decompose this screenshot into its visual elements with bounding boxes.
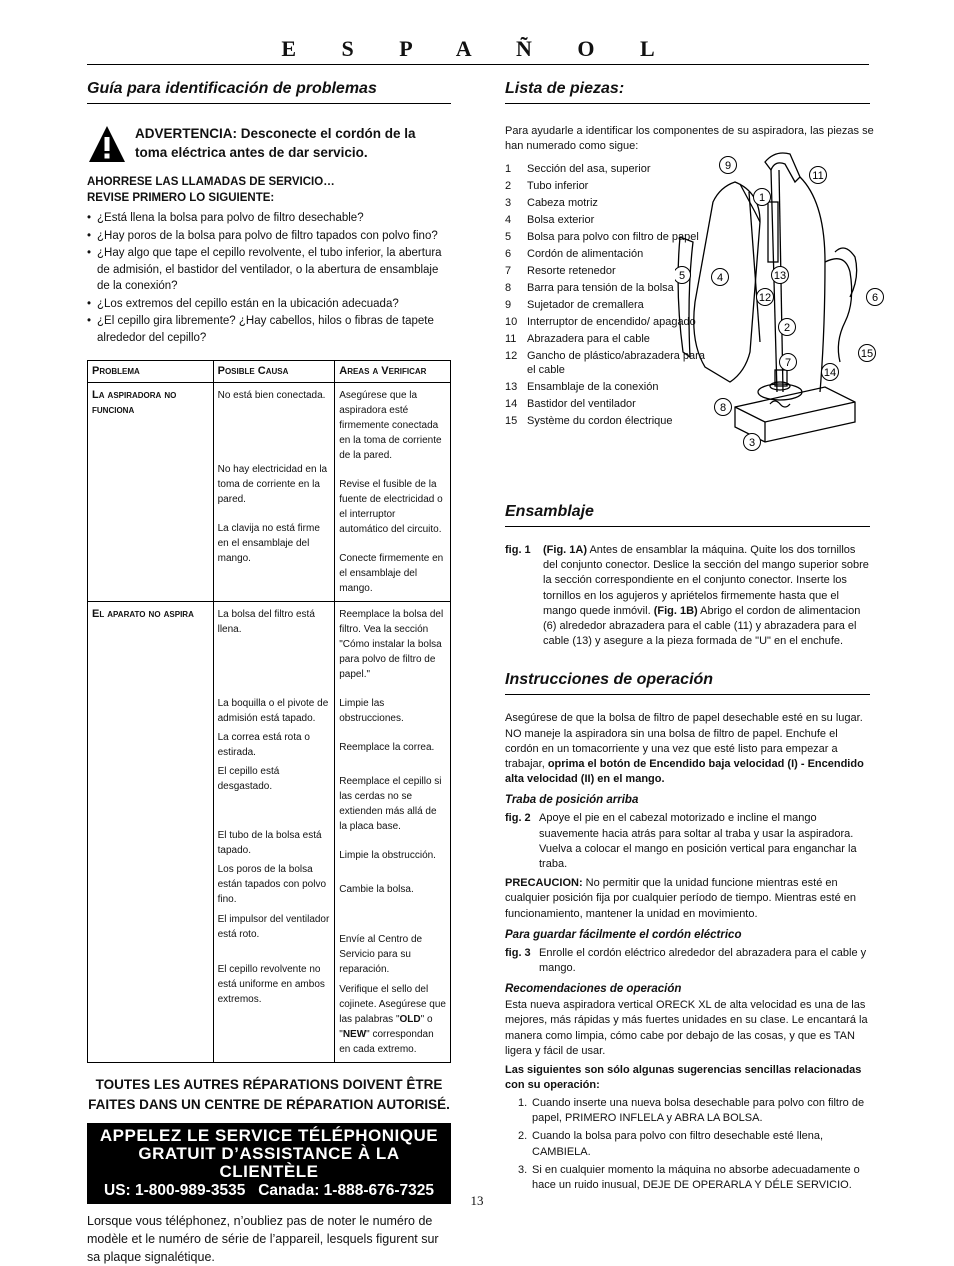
callout-number: 5	[678, 270, 686, 282]
check-cell	[335, 383, 451, 602]
part-label: Resorte retenedor	[527, 265, 616, 277]
part-number: 15	[505, 415, 518, 427]
cause-text: No hay electricidad en la toma de corriente en la pared.	[217, 464, 328, 505]
save-calls-line1: AHORRESE LAS LLAMADAS DE SERVICIO…	[87, 176, 335, 188]
page-number: 13	[470, 1193, 484, 1208]
part-number: 8	[505, 282, 512, 294]
callout-number: 9	[724, 160, 732, 172]
suggestion-text: Cuando inserte una nueva bolsa desechable para polvo con filtro de papel, PRIMERO INFLELA y ABRA LA BOLSA.	[532, 1097, 865, 1125]
part-label: Sujetador de cremallera	[527, 299, 644, 311]
check-text: Envíe al Centro de Servicio para su reparación.	[339, 934, 423, 975]
callout-number: 3	[748, 437, 756, 449]
caution-text: No permitir que la unidad funcione mientras esté en cualquier posición fija por cualquier período de tiempo. Mientras esté en funcionamiento, mantener la unidad en movimiento.	[505, 877, 856, 920]
assembly-text-1: Antes de ensamblar la máquina. Quite los dos tornillos del conjunto conector. Deslice la sección del mango superior sobre la sección correspondiente en el conjunto conector. Inserte los tornillos en los agujeros y apriételos firmemente hasta que el mango quede inmóvil.	[543, 544, 869, 617]
service-call-box	[87, 1123, 451, 1204]
problem-cell: El aparato no aspira	[88, 602, 214, 1063]
table-header: Posible Causa	[213, 361, 335, 383]
cause-text: La correa está rota o estirada.	[217, 732, 310, 758]
suggestion-item	[505, 1129, 870, 1159]
check-cell	[335, 602, 451, 1063]
check-item: • ¿Está llena la bolsa para polvo de filtro desechable?	[87, 210, 451, 227]
table-row	[88, 602, 451, 1063]
part-number: 10	[505, 316, 518, 328]
part-label: Interruptor de encendido/ apagado	[527, 316, 696, 328]
part-label: Sección del asa, superior	[527, 163, 651, 175]
fig-3-text: Enrolle el cordón eléctrico alrededor del abrazadera para el cable y mango.	[539, 946, 867, 975]
cause-text: La bolsa del filtro está llena.	[217, 609, 315, 635]
warning-triangle-icon	[87, 124, 127, 164]
check-text-part: " o "	[339, 1014, 433, 1040]
caution-paragraph	[505, 876, 870, 922]
callout-number: 4	[716, 272, 724, 284]
part-label: Barra para tensión de la bolsa	[527, 282, 674, 294]
cord-storage-title: Para guardar fácilmente el cordón eléctrico	[505, 928, 742, 941]
warning-text: ADVERTENCIA: Desconecte el cordón de la toma eléctrica antes de dar servicio.	[135, 126, 416, 160]
part-callout	[779, 319, 796, 336]
part-number: 11	[505, 333, 517, 345]
french-note: Lorsque vous téléphonez, n’oubliez pas de noter le numéro de modèle et le numéro de série de l’appareil, lesquels figurent sur sa plaque signalétique.	[87, 1214, 439, 1264]
callout-number: 7	[784, 357, 792, 369]
call-line-2: GRATUIT D’ASSISTANCE À LA CLIENTÈLE	[138, 1144, 400, 1181]
part-number: 13	[505, 381, 518, 393]
troubleshooting-title: Guía para identificación de problemas	[87, 80, 451, 104]
suggestion-number-wrap	[505, 1129, 532, 1159]
part-number: 2	[505, 180, 512, 192]
part-callout	[822, 364, 839, 381]
callout-number: 13	[773, 270, 787, 282]
page-header-language: E S P A Ñ O L	[281, 36, 675, 61]
part-number: 9	[505, 299, 512, 311]
part-number: 12	[505, 350, 518, 362]
suggestion-item	[505, 1163, 870, 1193]
callout-number: 12	[758, 292, 772, 304]
fig-1a-ref: (Fig. 1A)	[543, 544, 587, 556]
check-item: • ¿Hay algo que tape el cepillo revolvente, el tubo inferior, la abertura de admisión, el bastidor del ventilador, o la abertura de ensamblaje de la conexión?	[87, 245, 451, 295]
caution-label: PRECAUCION:	[505, 877, 583, 890]
part-label: Bolsa exterior	[527, 214, 595, 226]
cause-text: La boquilla o el pivote de admisión está tapado.	[217, 698, 329, 724]
suggestions-title: Las siguientes son sólo algunas sugerencias sencillas relacionadas con su operación:	[505, 1064, 862, 1092]
part-callout	[810, 167, 827, 184]
part-label: Bolsa para polvo con filtro de papel	[527, 231, 699, 243]
part-number: 6	[505, 248, 512, 260]
fig-2-block	[505, 811, 870, 872]
suggestion-number: 3.	[518, 1163, 528, 1176]
table-row	[88, 383, 451, 602]
callout-number: 6	[871, 292, 879, 304]
check-text: Revise el fusible de la fuente de electricidad o el interruptor automático del circuito.	[339, 479, 443, 535]
part-label: Abrazadera para el cable	[527, 333, 650, 345]
fig-2-label: fig. 2	[505, 812, 531, 825]
suggestion-number: 2.	[518, 1130, 528, 1143]
check-item: • ¿El cepillo gira libremente? ¿Hay cabellos, hilos o fibras de tapete alrededor del cepillo?	[87, 313, 451, 346]
old-word: OLD	[399, 1014, 421, 1025]
troubleshooting-table	[87, 360, 451, 1063]
call-line-1: APPELEZ LE SERVICE TÉLÉPHONIQUE	[99, 1126, 439, 1145]
cause-text: No está bien conectada.	[217, 390, 326, 401]
vacuum-diagram	[675, 142, 885, 452]
part-callout	[720, 157, 737, 174]
part-label: Système du cordon électrique	[527, 415, 673, 427]
part-callout	[867, 289, 884, 306]
fig-1b-ref: (Fig. 1B)	[653, 604, 698, 617]
part-callout	[675, 267, 691, 284]
operation-intro-bold: oprima el botón de Encendido baja velocidad (I) - Encendido alta velocidad (II) en el mango.	[505, 758, 864, 786]
cause-text: El cepillo revolvente no está uniforme en ambos extremos.	[217, 964, 325, 1005]
save-calls-heading	[87, 174, 451, 206]
cause-cell	[213, 383, 335, 602]
fig-3-label: fig. 3	[505, 946, 531, 959]
part-callout	[757, 289, 774, 306]
fig-3-block	[505, 946, 870, 976]
assembly-title: Ensamblaje	[505, 503, 870, 527]
part-number: 7	[505, 265, 512, 277]
right-column	[505, 80, 879, 1196]
check-text: Conecte firmemente en el ensamblaje del mango.	[339, 553, 444, 594]
table-header: Areas a Verificar	[335, 361, 451, 383]
fig-1-label: fig. 1	[505, 544, 531, 556]
suggestions-list	[505, 1096, 870, 1193]
cause-text: El impulsor del ventilador está roto.	[217, 914, 330, 940]
part-callout	[712, 269, 729, 286]
part-callout	[715, 399, 732, 416]
part-label: Ensamblaje de la conexión	[527, 381, 659, 393]
check-text: Asegúrese que la aspiradora esté firmemente conectada en la toma de corriente de la pared.	[339, 390, 442, 461]
operation-title: Instrucciones de operación	[505, 671, 870, 695]
header-rule	[87, 64, 869, 65]
part-label: Cordón de alimentación	[527, 248, 644, 260]
check-text-part: " correspondan en cada extremo.	[339, 1029, 434, 1055]
fig-2-text: Apoye el pie en el cabezal motorizado e incline el mango suavemente hacia atrás para soltar al traba y usar la aspiradora. Vuelva a colocar el mango en posición vertical para enganchar la traba.	[539, 812, 857, 871]
problem-cell: La aspiradora no funciona	[88, 383, 214, 602]
part-callout	[754, 189, 771, 206]
recommendations-text: Esta nueva aspiradora vertical ORECK XL de alta velocidad es una de las mejores, más rápidas y más fuertes unidades en su clase. Le encantará la manera como limpia, cómo cabe por debajo de las cosas, y que es TAN ligera y fácil de usar.	[505, 999, 868, 1057]
part-callout	[772, 267, 789, 284]
assembly-text-2: Abrigo el cordon de alimentacion (6) alrededor abrazadera para el cable (11) y abrazadera para el cable (13) y asegure a la pieza formada de "U" en el enchufe.	[543, 604, 861, 648]
part-label: Gancho de plástico/abrazadera para el cable	[527, 350, 705, 376]
part-label: Tubo inferior	[527, 180, 589, 192]
suggestion-text: Si en cualquier momento la máquina no absorbe adecuadamente o hace un ruido inusual, DEJE DE OPERARLA Y DÉLE SERVICIO.	[532, 1163, 860, 1192]
callout-number: 8	[719, 402, 727, 414]
cause-text: El tubo de la bolsa está tapado.	[217, 830, 322, 856]
operation-intro	[505, 711, 870, 787]
callout-number: 1	[758, 192, 766, 204]
suggestion-text: Cuando la bolsa para polvo con filtro desechable esté llena, CAMBIELA.	[532, 1130, 824, 1158]
fig-1-block	[505, 543, 870, 649]
all-repairs-notice: TOUTES LES AUTRES RÉPARATIONS DOIVENT ÊTRE FAITES DANS UN CENTRE DE RÉPARATION AUTORISÉ.	[88, 1077, 450, 1112]
check-text: Cambie la bolsa.	[339, 884, 414, 895]
check-item: • ¿Los extremos del cepillo están en la ubicación adecuada?	[87, 296, 451, 313]
cause-text: Los poros de la bolsa están tapados con polvo fino.	[217, 864, 327, 905]
phone-numbers: US: 1-800-989-3535 Canada: 1-888-676-7325	[104, 1182, 434, 1199]
part-number: 14	[505, 398, 518, 410]
part-callout	[744, 434, 761, 451]
parts-area	[505, 160, 879, 487]
callout-number: 11	[812, 170, 824, 182]
part-label: Bastidor del ventilador	[527, 398, 636, 410]
part-callout	[859, 345, 876, 362]
cause-text: El cepillo está desgastado.	[217, 766, 280, 792]
fig-1-text	[543, 543, 870, 649]
suggestion-number-wrap	[505, 1163, 532, 1193]
cause-text: La clavija no está firme en el ensamblaje del mango.	[217, 523, 320, 564]
left-column	[87, 80, 451, 1266]
check-item: • ¿Hay poros de la bolsa para polvo de filtro tapados con polvo fino?	[87, 228, 451, 245]
part-number: 4	[505, 214, 512, 226]
callout-number: 2	[783, 322, 791, 334]
warning-block	[87, 124, 451, 164]
table-header-row	[88, 361, 451, 383]
suggestion-item	[505, 1096, 870, 1126]
check-text: Reemplace la correa.	[339, 742, 435, 753]
part-number: 1	[505, 163, 512, 175]
operation-intro-text: Asegúrese de que la bolsa de filtro de papel desechable esté en su lugar. NO maneje la aspiradora sin una bolsa de filtro de papel. Enchufe el cordón en un tomacorriente y una vez que esté listo para empezar a trabajar,	[505, 712, 863, 771]
part-label: Cabeza motriz	[527, 197, 598, 209]
suggestion-number: 1.	[518, 1097, 528, 1110]
cause-cell	[213, 602, 335, 1063]
suggestion-number-wrap	[505, 1096, 532, 1126]
lock-position-title: Traba de posición arriba	[505, 794, 639, 807]
parts-title: Lista de piezas:	[505, 80, 870, 104]
part-number: 5	[505, 231, 512, 243]
check-list	[87, 210, 451, 346]
check-text: Limpie las obstrucciones.	[339, 698, 404, 724]
part-callout	[780, 354, 797, 371]
callout-number: 14	[823, 367, 837, 379]
table-header: Problema	[88, 361, 214, 383]
check-text	[339, 982, 446, 1057]
parts-intro: Para ayudarle a identificar los componentes de su aspiradora, las piezas se han numerado como sigue:	[505, 125, 874, 152]
check-text: Reemplace el cepillo si las cerdas no se extienden más allá de la placa base.	[339, 776, 442, 832]
check-text: Reemplace la bolsa del filtro. Vea la sección "Cómo instalar la bolsa para polvo de filtro de papel."	[339, 609, 444, 680]
callout-number: 15	[860, 348, 874, 360]
recommendations-title: Recomendaciones de operación	[505, 983, 682, 996]
check-text: Limpie la obstrucción.	[339, 850, 436, 861]
check-text-part: Verifique el sello del cojinete. Asegúrese que las palabras "	[339, 984, 446, 1025]
save-calls-line2: REVISE PRIMERO LO SIGUIENTE:	[87, 192, 275, 204]
new-word: NEW	[342, 1029, 367, 1040]
part-number: 3	[505, 197, 512, 209]
